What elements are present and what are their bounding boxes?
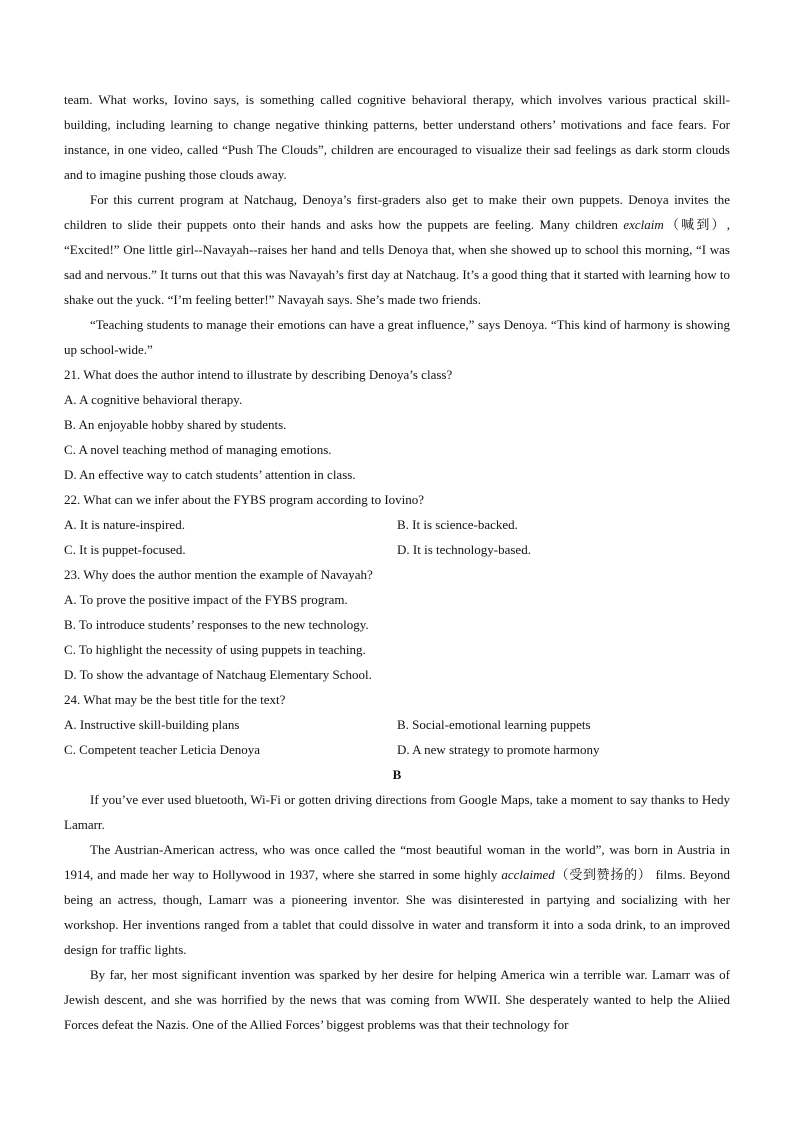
question-24-option-d: D. A new strategy to promote harmony — [397, 742, 600, 757]
question-24-options-row-2 — [64, 737, 730, 762]
passage-a-paragraph-1: team. What works, Iovino says, is something called cognitive behavioral therapy, which involves various practical skill-building, including learning to change negative thinking patterns, better understand others’ motivations and face fears. For instance, in one video, called “Push The Clouds”, children are encouraged to visualize their sad feelings as dark storm clouds and to imagine pushing those clouds away. — [64, 92, 730, 182]
passage-a-p2-start: For this current program at Natchaug, Denoya’s first-graders also get to make their own puppets. Denoya invites the children to slide their puppets onto their hands and asks how the puppets are feeling. Many children — [64, 192, 730, 232]
question-21-option-b: B. An enjoyable hobby shared by students. — [64, 417, 287, 432]
passage-a-paragraph-2 — [64, 187, 730, 312]
passage-a-p2-italic-word: exclaim — [623, 217, 664, 232]
question-21-option-d: D. An effective way to catch students’ attention in class. — [64, 467, 356, 482]
question-24-option-c: C. Competent teacher Leticia Denoya — [64, 742, 261, 757]
question-23-option-b: B. To introduce students’ responses to the new technology. — [64, 617, 369, 632]
passage-b-paragraph-2 — [64, 837, 730, 962]
document-page — [64, 87, 730, 1037]
passage-a-p2-gloss: （喊到） — [663, 217, 727, 232]
question-22-option-c: C. It is puppet-focused. — [64, 542, 186, 557]
question-24-stem: 24. What may be the best title for the text? — [64, 692, 286, 707]
question-24-option-a: A. Instructive skill-building plans — [64, 717, 240, 732]
passage-b-p2-gloss: （受到赞扬的） — [554, 867, 652, 882]
passage-a-p2-end: , “Excited!” One little girl--Navayah--raises her hand and tells Denoya that, when she showed up to school this morning, “I was sad and nervous.” It turns out that this was Navayah’s first day at Natchaug. It’s a good thing that it started with learning how to shake out the yuck. “I’m feeling better!” Navayah says. She’s made two friends. — [64, 217, 730, 307]
passage-b-paragraph-1: If you’ve ever used bluetooth, Wi-Fi or gotten driving directions from Google Maps, take a moment to say thanks to Hedy Lamarr. — [64, 792, 730, 832]
question-21-stem: 21. What does the author intend to illustrate by describing Denoya’s class? — [64, 367, 453, 382]
question-21-option-c: C. A novel teaching method of managing emotions. — [64, 442, 332, 457]
question-23-option-d: D. To show the advantage of Natchaug Elementary School. — [64, 667, 372, 682]
passage-b-p2-end: films. Beyond being an actress, though, Lamarr was a pioneering inventor. She was disinterested in partying and socializing with her workshop. Her inventions ranged from a tablet that could dissolve in water and transform it into a soda drink, to an improved design for traffic lights. — [64, 867, 730, 957]
question-22-options-row-1 — [64, 512, 730, 537]
passage-b-paragraph-3: By far, her most significant invention was sparked by her desire for helping America win a terrible war. Lamarr was of Jewish descent, and she was horrified by the news that was coming from WWII. She desperately wanted to help the Aliied Forces defeat the Nazis. One of the Allied Forces’ biggest problems was that their technology for — [64, 967, 730, 1032]
question-22-option-a: A. It is nature-inspired. — [64, 517, 185, 532]
question-21-option-a: A. A cognitive behavioral therapy. — [64, 392, 243, 407]
question-24-options-row-1 — [64, 712, 730, 737]
question-22-stem: 22. What can we infer about the FYBS program according to Iovino? — [64, 492, 425, 507]
question-23-option-c: C. To highlight the necessity of using puppets in teaching. — [64, 642, 366, 657]
question-22-option-d: D. It is technology-based. — [397, 542, 531, 557]
passage-b-p2-italic-word: acclaimed — [501, 867, 555, 882]
passage-a-paragraph-3: “Teaching students to manage their emotions can have a great influence,” says Denoya. “This kind of harmony is showing up school-wide.” — [64, 317, 730, 357]
question-23-option-a: A. To prove the positive impact of the FYBS program. — [64, 592, 348, 607]
question-22-options-row-2 — [64, 537, 730, 562]
passage-b-p2-start: The Austrian-American actress, who was once called the “most beautiful woman in the world”, was born in Austria in 1914, and made her way to Hollywood in 1937, where she starred in some highly — [64, 842, 730, 882]
question-23-stem: 23. Why does the author mention the example of Navayah? — [64, 567, 373, 582]
passage-b-heading: B — [392, 767, 402, 782]
question-24-option-b: B. Social-emotional learning puppets — [397, 717, 591, 732]
question-22-option-b: B. It is science-backed. — [397, 517, 518, 532]
